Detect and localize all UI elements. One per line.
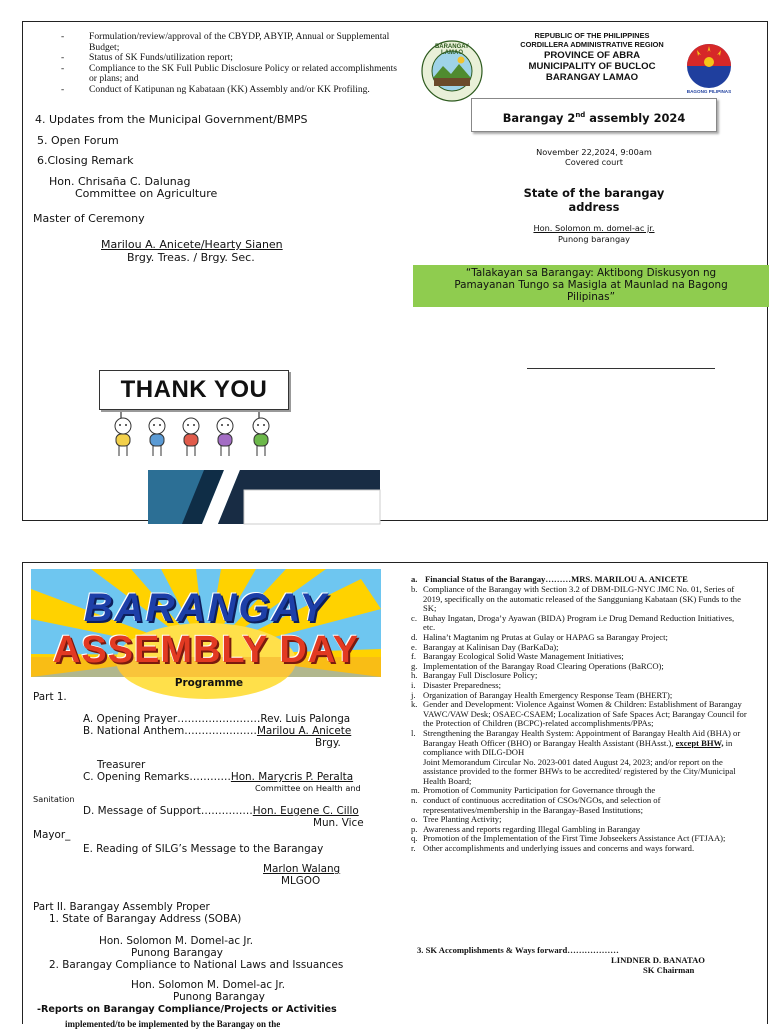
part-2-name-2: Hon. Solomon M. Domel-ac Jr. <box>131 979 286 991</box>
signature-line <box>527 368 715 369</box>
assembly-title: Barangay 2 <box>502 110 576 125</box>
lgu-header <box>487 32 697 83</box>
list-letter: c. <box>411 612 417 623</box>
list-letter: k. <box>411 699 418 710</box>
reports-list <box>391 585 747 854</box>
item-c <box>83 771 383 784</box>
list-text: Other accomplishments and underlying issues and concerns and ways forward. <box>423 843 695 854</box>
list-text: Joint Memorandum Circular No. 2023-001 dated August 24, 2023; and/or report on the assistance provided to the former BHWs to be accredited/ registered by the City/Municipal Health Board; <box>423 756 736 786</box>
list-text: Tree Planting Activity; <box>423 814 502 825</box>
list-letter: m. <box>411 785 420 796</box>
reports-heading: -Reports on Barangay Compliance/Projects or Activities <box>37 1004 337 1015</box>
list-text: Disaster Preparedness; <box>423 679 502 690</box>
item-c-label: C. Opening Remarks <box>83 771 190 783</box>
header-republic: REPUBLIC OF THE PHILIPPINES <box>534 31 650 40</box>
list-letter: o. <box>411 814 418 825</box>
reports-cut-line: implemented/to be implemented by the Barangay on the <box>65 1019 281 1029</box>
list-text: Halina’t Magtanim ng Prutas at Gulay or HAPAG sa Barangay Project; <box>423 631 668 642</box>
sk-accomplishments: 3. SK Accomplishments & Ways forward……………… <box>417 945 619 955</box>
sk-chairman-name: LINDNER D. BANATAO <box>611 955 705 965</box>
part-2-item-1: 1. State of Barangay Address (SOBA) <box>49 913 242 925</box>
list-item: - Formulation/review/approval of the CBYDP, ABYIP, Annual or Supplemental Budget; <box>23 32 403 53</box>
barangay-seal <box>421 40 483 102</box>
item-d-role-2: Mayor_ <box>33 829 71 841</box>
item-e-role: MLGOO <box>281 875 321 887</box>
list-item <box>391 585 747 614</box>
leader-dots: …………… <box>200 805 253 817</box>
list-text: Buhay Ingatan, Droga’y Ayawan (BIDA) Program i.e Drug Demand Reduction Initiatives, etc. <box>423 612 735 633</box>
list-letter: g. <box>411 660 418 671</box>
header-municipality: MUNICIPALITY OF BUCLOC <box>528 60 656 72</box>
item-b-role-2: Treasurer <box>97 759 146 771</box>
list-letter: e. <box>411 641 417 652</box>
closing-speaker-role: Committee on Agriculture <box>75 187 218 200</box>
header-barangay: BARANGAY LAMAO <box>545 71 639 83</box>
part-2-item-2: 2. Barangay Compliance to National Laws and Issuances <box>49 959 344 971</box>
list-letter: r. <box>411 843 416 854</box>
list-item <box>391 796 747 815</box>
agenda-item-5: 5. Open Forum <box>37 134 119 147</box>
thank-you-clipart <box>99 368 289 460</box>
assembly-title-box <box>471 98 717 132</box>
list-letter: q. <box>411 833 418 844</box>
agenda-item-4: 4. Updates from the Municipal Government/BMPS <box>35 113 308 126</box>
list-item <box>391 614 747 633</box>
item-b-label: B. National Anthem <box>83 725 185 737</box>
thank-you-sign: THANK YOU <box>99 370 289 410</box>
mc-names: Marilou A. Anicete/Hearty Sianen <box>101 238 283 251</box>
item-b-name: Marilou A. Anicete <box>256 725 352 737</box>
item-d <box>83 805 383 818</box>
seal-text: BARANGAY LAMAO <box>434 44 470 56</box>
banner-line-2: ASSEMBLY DAY <box>52 629 360 671</box>
list-text: Barangay Full Disclosure Policy; <box>423 670 538 681</box>
list-item: - Conduct of Katipunan ng Kabataan (KK) Assembly and/or KK Profiling. <box>23 85 403 96</box>
top-page <box>22 21 768 521</box>
list-text: Promotion of Community Participation for Governance through the <box>423 785 656 796</box>
programme-heading: Programme <box>174 677 244 689</box>
list-letter: d. <box>411 631 418 642</box>
bottom-page <box>22 562 768 1029</box>
list-text: Compliance of the Barangay with Section 3.2 of DBM-DILG-NYC JMC No. 01, Series of 2019, specifically on the automatic released of the Sangguniang Kabataan (SK) Funds to the SK; <box>423 584 741 614</box>
theme-banner <box>413 265 769 307</box>
list-letter: p. <box>411 823 418 834</box>
leader-dots: ………………… <box>184 725 257 737</box>
mc-label: Master of Ceremony <box>33 212 145 225</box>
sk-bullet-list <box>23 32 403 96</box>
speaker-role: Punong barangay <box>557 234 631 244</box>
speaker-name: Hon. Solomon m. domel-ac jr. <box>533 223 655 233</box>
list-item <box>391 700 747 729</box>
list-letter: f. <box>411 651 417 662</box>
part-1-label: Part 1. <box>33 691 67 703</box>
list-item: - Status of SK Funds/utilization report; <box>23 53 403 64</box>
assembly-title-rest: assembly 2024 <box>585 110 686 125</box>
part-2-label: Part II. Barangay Assembly Proper <box>33 901 210 913</box>
list-text: Strengthening the Barangay Health System: Appointment of Barangay Health Aid (BHA) or Barangay Heath Officer (BHO) or Barangay Health Assistant (BHAsst.), <box>423 727 741 748</box>
item-d-role-1: Mun. Vice <box>313 817 364 829</box>
part-2-role-1: Punong Barangay <box>131 947 223 959</box>
list-text: Gender and Development: Violence Against Women & Children: Establishment of Barangay VAWC/VAW Desk; OSAEC-CSAEM; Localization of Safe Spaces Act; Barangay Council for the Protection of Children (BCPC)-related accomplishments/PPAs; <box>423 699 747 729</box>
item-e-name: Marlon Walang <box>263 863 341 875</box>
item-a <box>83 713 373 726</box>
bhw-rest: in compliance with DILG-DOH <box>423 737 733 758</box>
list-letter: b. <box>411 584 418 594</box>
list-item: - Compliance to the SK Full Public Disclosure Policy or related accomplishments or plans; and <box>23 64 403 85</box>
item-a-financial-text: Financial Status of the Barangay………MRS. MARILOU A. ANICETE <box>425 574 688 584</box>
list-letter: n. <box>411 795 418 806</box>
item-c-role-2: Sanitation <box>33 794 75 804</box>
header-region: CORDILLERA ADMINISTRATIVE REGION <box>520 39 664 49</box>
state-title: State of the barangay <box>523 186 665 200</box>
assembly-day-banner <box>31 569 381 677</box>
item-d-name: Hon. Eugene C. Cillo <box>252 805 359 817</box>
banner-line-1: BARANGAY <box>83 586 329 630</box>
list-text: Barangay Ecological Solid Waste Management Initiatives; <box>423 651 624 662</box>
item-c-name: Hon. Marycris P. Peralta <box>230 771 354 783</box>
list-letter: j. <box>411 689 416 700</box>
part-2-name-1: Hon. Solomon M. Domel-ac Jr. <box>99 935 254 947</box>
bagong-pilipinas-text: BAGONG PILIPINAS <box>686 89 732 94</box>
assembly-date: November 22,2024, 9:00am <box>536 147 652 157</box>
item-b-role-1: Brgy. <box>315 737 341 749</box>
leader-dots: ………… <box>189 771 231 783</box>
list-letter: h. <box>411 670 418 681</box>
bagong-pilipinas-icon <box>683 40 735 90</box>
theme-text: “Talakayan sa Barangay: Aktibong Diskusyon ng Pamayanan Tungo sa Masigla at Maunlad na Bagong Pilipinas” <box>454 267 728 304</box>
item-a-name: Rev. Luis Palonga <box>260 713 351 725</box>
list-text: Implementation of the Barangay Road Clearing Operations (BaRCO); <box>423 660 664 671</box>
closing-speaker-name: Hon. Chrisaña C. Dalunag <box>49 175 191 188</box>
decorative-stripes <box>148 470 380 524</box>
list-text: conduct of continuous accreditation of CSOs/NGOs, and selection of representatives/membership in the Barangay-Based Institutions; <box>423 795 661 815</box>
list-text: Barangay at Kalinisan Day (BarKaDa); <box>423 641 559 652</box>
mc-roles: Brgy. Treas. / Brgy. Sec. <box>127 251 255 264</box>
item-c-role-1: Committee on Health and <box>255 783 361 793</box>
list-letter: l. <box>411 727 416 738</box>
sk-chairman-role: SK Chairman <box>643 965 695 975</box>
stripes-graphic-icon <box>148 470 380 524</box>
item-b <box>83 725 373 738</box>
header-province: PROVINCE OF ABRA <box>543 49 641 61</box>
item-e: E. Reading of SILG’s Message to the Barangay <box>83 843 324 855</box>
item-a-letter: a. <box>411 574 418 584</box>
item-a-label: A. Opening Prayer <box>83 713 178 725</box>
list-text: Awareness and reports regarding Illegal Gambling in Barangay <box>423 823 641 834</box>
list-item <box>391 844 747 854</box>
list-letter: i. <box>411 679 416 690</box>
part-2-role-2: Punong Barangay <box>173 991 265 1003</box>
assembly-title-sup: nd <box>575 111 586 119</box>
list-text: Organization of Barangay Health Emergency Response Team (BHERT); <box>423 689 673 700</box>
list-item <box>391 758 747 787</box>
state-title-cut: address <box>568 200 620 214</box>
leader-dots: …………………… <box>177 713 261 725</box>
bhw-exception: except BHW, <box>675 737 724 748</box>
agenda-item-6: 6.Closing Remark <box>37 154 134 167</box>
bagong-pilipinas-logo <box>683 40 735 98</box>
list-text: Promotion of the Implementation of the First Time Jobseekers Assistance Act (FTJAA); <box>423 833 726 844</box>
assembly-venue: Covered court <box>565 157 623 167</box>
item-d-label: D. Message of Support <box>83 805 201 817</box>
list-item <box>391 729 747 758</box>
